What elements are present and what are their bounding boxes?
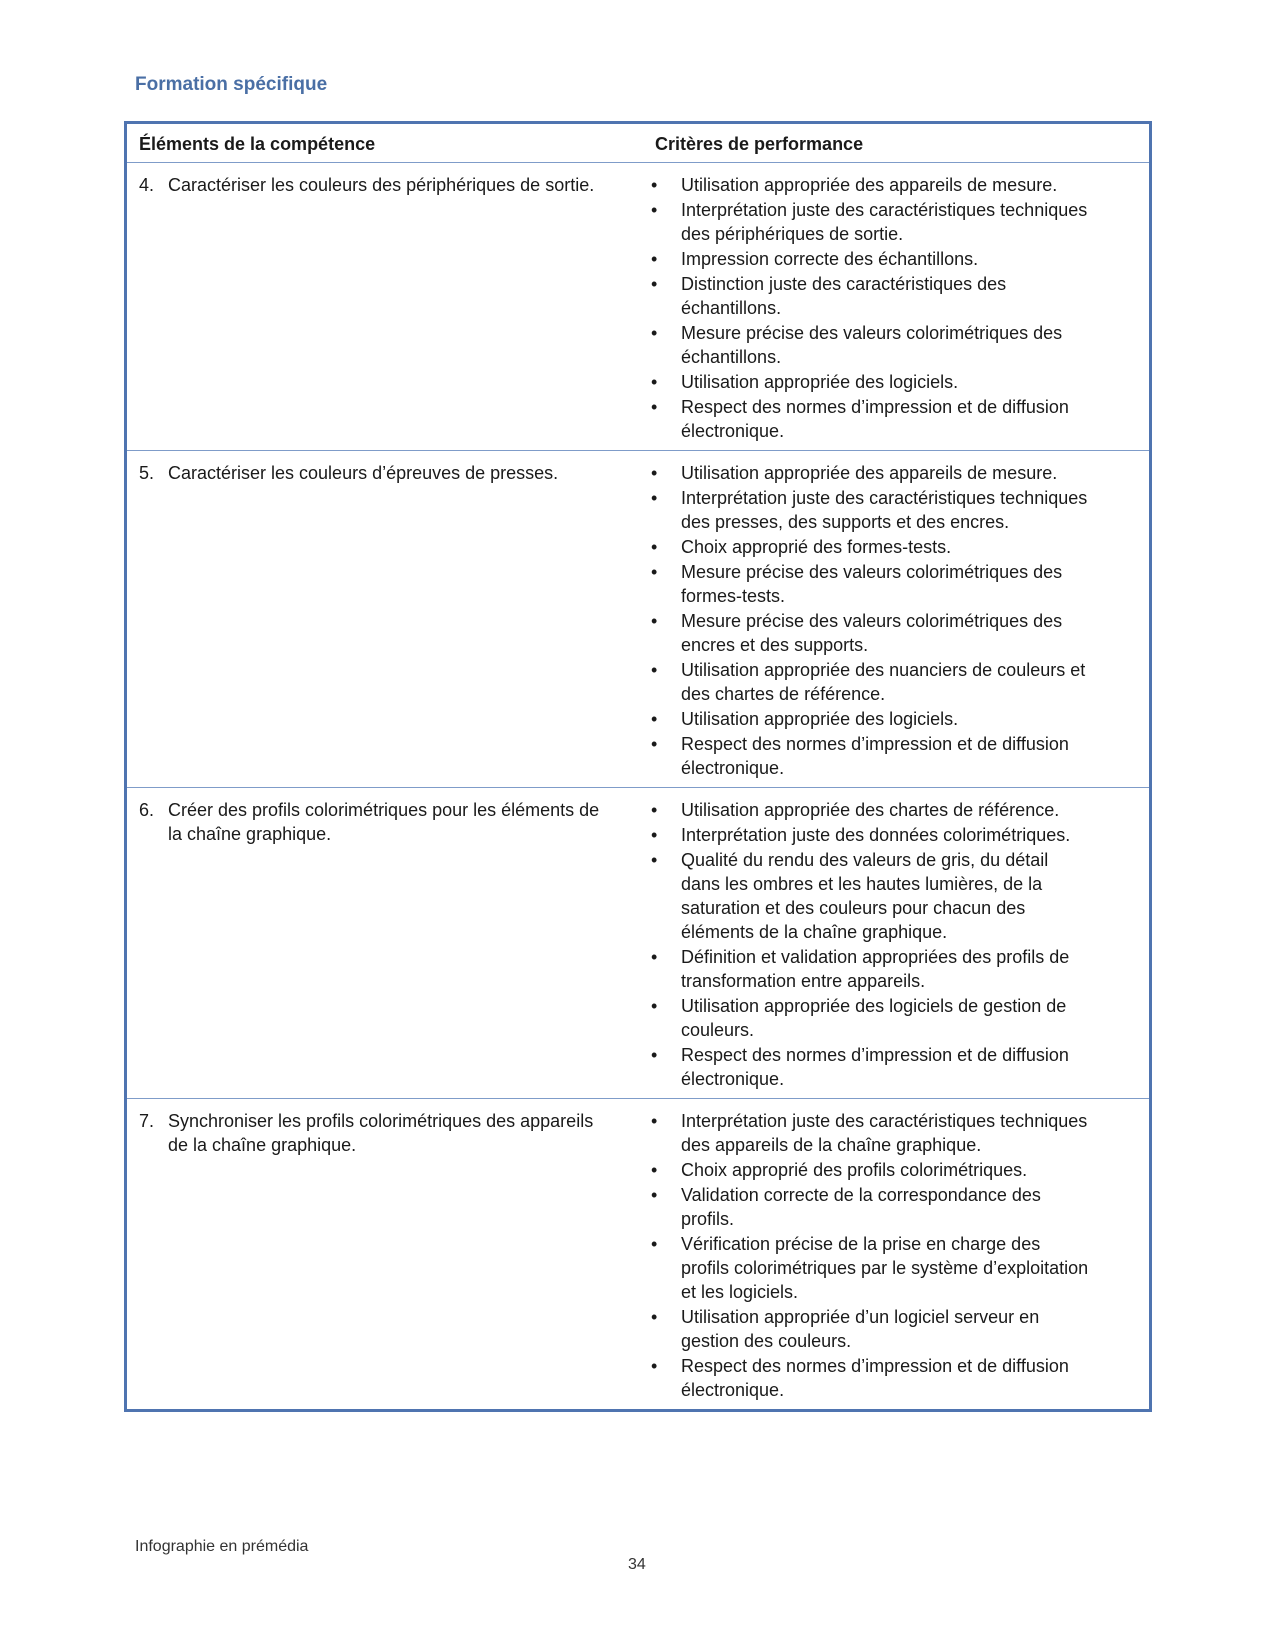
bullet-icon: •: [651, 825, 658, 845]
bullet-icon: •: [651, 1307, 658, 1327]
criterion-text: Interprétation juste des caractéristiques techniques des presses, des supports et des encres.: [681, 488, 1088, 532]
bullet-icon: •: [651, 463, 658, 483]
list-item: [649, 370, 1089, 394]
element-text: Synchroniser les profils colorimétriques des appareils de la chaîne graphique.: [168, 1111, 594, 1155]
element-number: 5.: [139, 463, 155, 483]
list-item: [649, 658, 1089, 706]
bullet-icon: •: [651, 1045, 658, 1065]
criteria-cell: [649, 163, 1151, 451]
competence-element: [139, 173, 649, 197]
bullet-icon: •: [651, 397, 658, 417]
criterion-text: Mesure précise des valeurs colorimétriques des encres et des supports.: [681, 611, 1063, 655]
list-item: [649, 560, 1089, 608]
list-item: [649, 173, 1089, 197]
list-item: [649, 321, 1089, 369]
list-item: [649, 1305, 1089, 1353]
criteria-list: [649, 461, 1089, 780]
bullet-icon: •: [651, 274, 658, 294]
element-cell: [126, 451, 650, 788]
list-item: [649, 1158, 1089, 1182]
criterion-text: Interprétation juste des caractéristiques techniques des périphériques de sortie.: [681, 200, 1088, 244]
bullet-icon: •: [651, 1111, 658, 1131]
list-item: [649, 945, 1089, 993]
criterion-text: Utilisation appropriée des nuanciers de couleurs et des chartes de référence.: [681, 660, 1086, 704]
table-row: [126, 451, 1151, 788]
bullet-icon: •: [651, 611, 658, 631]
element-cell: [126, 163, 650, 451]
page-footer: Infographie en prémédia: [135, 1538, 309, 1555]
competence-element: [139, 461, 649, 485]
criterion-text: Utilisation appropriée des logiciels de gestion de couleurs.: [681, 996, 1067, 1040]
bullet-icon: •: [651, 1160, 658, 1180]
table-row: [126, 788, 1151, 1099]
criterion-text: Respect des normes d’impression et de diffusion électronique.: [681, 734, 1069, 778]
list-item: [649, 848, 1089, 944]
element-text: Créer des profils colorimétriques pour les éléments de la chaîne graphique.: [168, 800, 600, 844]
page-header: Formation spécifique: [135, 74, 328, 95]
element-text: Caractériser les couleurs d’épreuves de presses.: [168, 463, 559, 483]
criteria-list: [649, 1109, 1089, 1402]
list-item: [649, 823, 1089, 847]
criterion-text: Validation correcte de la correspondance des profils.: [681, 1185, 1041, 1229]
criterion-text: Respect des normes d’impression et de diffusion électronique.: [681, 397, 1069, 441]
criterion-text: Utilisation appropriée des appareils de mesure.: [681, 463, 1058, 483]
bullet-icon: •: [651, 488, 658, 508]
criterion-text: Respect des normes d’impression et de diffusion électronique.: [681, 1045, 1069, 1089]
bullet-icon: •: [651, 1185, 658, 1205]
element-number: 4.: [139, 175, 155, 195]
bullet-icon: •: [651, 372, 658, 392]
bullet-icon: •: [651, 850, 658, 870]
element-cell: [126, 1099, 650, 1411]
criterion-text: Utilisation appropriée des chartes de référence.: [681, 800, 1060, 820]
competence-element: [139, 1109, 649, 1157]
element-cell: [126, 788, 650, 1099]
list-item: [649, 798, 1089, 822]
element-text: Caractériser les couleurs des périphériques de sortie.: [168, 175, 595, 195]
list-item: [649, 535, 1089, 559]
list-item: [649, 732, 1089, 780]
criterion-text: Mesure précise des valeurs colorimétriques des échantillons.: [681, 323, 1063, 367]
bullet-icon: •: [651, 709, 658, 729]
criterion-text: Utilisation appropriée des logiciels.: [681, 709, 959, 729]
list-item: [649, 1232, 1089, 1304]
bullet-icon: •: [651, 734, 658, 754]
list-item: [649, 247, 1089, 271]
competence-element: [139, 798, 649, 846]
bullet-icon: •: [651, 996, 658, 1016]
list-item: [649, 1183, 1089, 1231]
bullet-icon: •: [651, 200, 658, 220]
criterion-text: Distinction juste des caractéristiques des échantillons.: [681, 274, 1007, 318]
criterion-text: Respect des normes d’impression et de diffusion électronique.: [681, 1356, 1069, 1400]
list-item: [649, 1109, 1089, 1157]
column-header-elements: Éléments de la compétence: [126, 123, 650, 163]
list-item: [649, 1354, 1089, 1402]
criterion-text: Mesure précise des valeurs colorimétriques des formes-tests.: [681, 562, 1063, 606]
element-number: 7.: [139, 1111, 155, 1131]
bullet-icon: •: [651, 800, 658, 820]
criteria-cell: [649, 788, 1151, 1099]
competence-table: [124, 121, 1152, 1412]
bullet-icon: •: [651, 660, 658, 680]
criterion-text: Utilisation appropriée d’un logiciel serveur en gestion des couleurs.: [681, 1307, 1040, 1351]
table-header-row: [126, 123, 1151, 163]
criterion-text: Vérification précise de la prise en charge des profils colorimétriques par le système d’exploitation et les logiciels.: [681, 1234, 1089, 1302]
list-item: [649, 272, 1089, 320]
bullet-icon: •: [651, 1234, 658, 1254]
bullet-icon: •: [651, 562, 658, 582]
criterion-text: Utilisation appropriée des appareils de mesure.: [681, 175, 1058, 195]
bullet-icon: •: [651, 537, 658, 557]
table-body: [126, 163, 1151, 1411]
bullet-icon: •: [651, 249, 658, 269]
criterion-text: Utilisation appropriée des logiciels.: [681, 372, 959, 392]
criteria-list: [649, 173, 1089, 443]
bullet-icon: •: [651, 947, 658, 967]
criterion-text: Interprétation juste des caractéristiques techniques des appareils de la chaîne graphique.: [681, 1111, 1088, 1155]
list-item: [649, 609, 1089, 657]
list-item: [649, 461, 1089, 485]
list-item: [649, 198, 1089, 246]
criterion-text: Choix approprié des profils colorimétriques.: [681, 1160, 1028, 1180]
bullet-icon: •: [651, 323, 658, 343]
bullet-icon: •: [651, 1356, 658, 1376]
table-row: [126, 163, 1151, 451]
list-item: [649, 707, 1089, 731]
bullet-icon: •: [651, 175, 658, 195]
criteria-list: [649, 798, 1089, 1091]
criterion-text: Définition et validation appropriées des profils de transformation entre appareils.: [681, 947, 1070, 991]
list-item: [649, 1043, 1089, 1091]
list-item: [649, 994, 1089, 1042]
table-row: [126, 1099, 1151, 1411]
column-header-criteria: Critères de performance: [649, 123, 1151, 163]
criterion-text: Impression correcte des échantillons.: [681, 249, 979, 269]
criterion-text: Choix approprié des formes-tests.: [681, 537, 952, 557]
criteria-cell: [649, 1099, 1151, 1411]
page-number: 34: [628, 1556, 646, 1573]
element-number: 6.: [139, 800, 155, 820]
list-item: [649, 395, 1089, 443]
list-item: [649, 486, 1089, 534]
criterion-text: Qualité du rendu des valeurs de gris, du détail dans les ombres et les hautes lumières, de la saturation et des couleurs pour chacun des éléments de la chaîne graphique.: [681, 850, 1049, 942]
criteria-cell: [649, 451, 1151, 788]
criterion-text: Interprétation juste des données colorimétriques.: [681, 825, 1071, 845]
